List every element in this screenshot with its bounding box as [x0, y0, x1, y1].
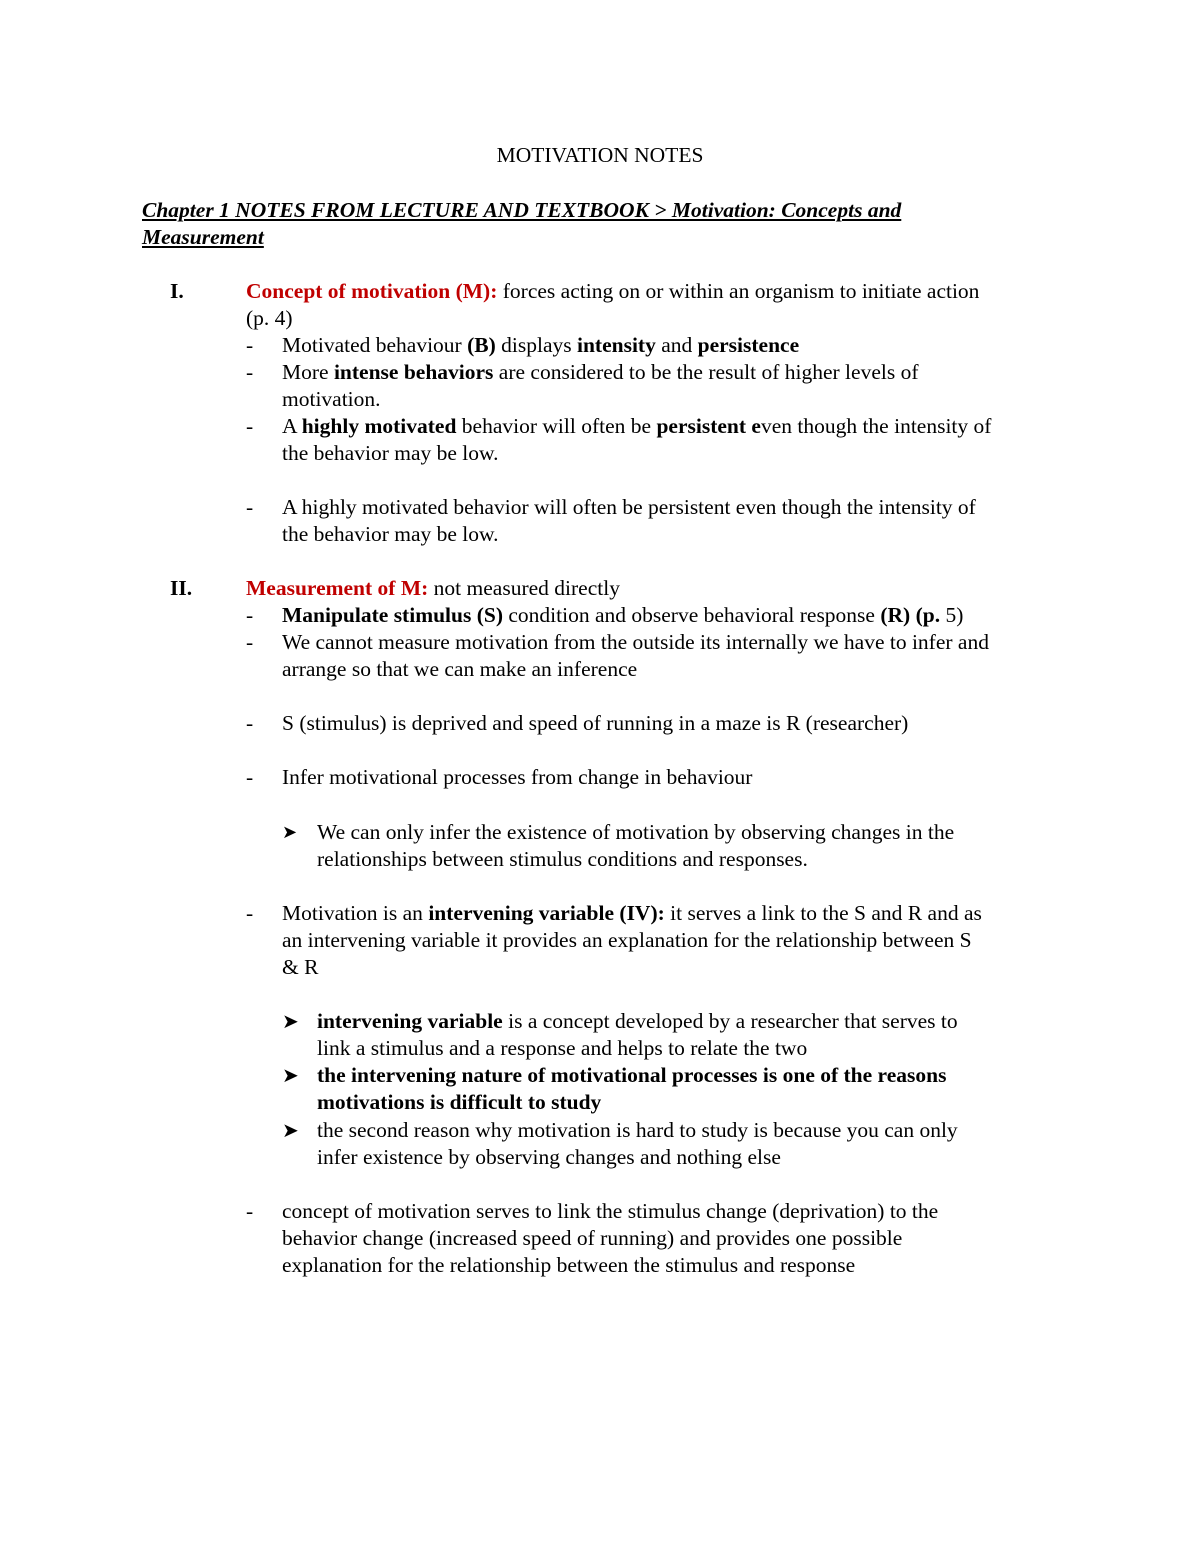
- text-run: ven though the intensity of: [760, 414, 992, 438]
- bullet-dash: -: [246, 711, 254, 735]
- bullet-dash: -: [246, 1199, 254, 1223]
- section-1-bullet-2-cont: motivation.: [282, 387, 381, 411]
- bullet-dash: -: [246, 765, 254, 789]
- arrow-bullet-icon: ➤: [282, 1063, 299, 1087]
- text-run-bold: Manipulate stimulus (S): [282, 603, 504, 627]
- section-1-heading-text-cont: (p. 4): [246, 306, 293, 330]
- text-run: Motivated behaviour: [282, 333, 468, 357]
- section-2-heading-label: Measurement of M:: [246, 576, 429, 600]
- text-run-bold: persistence: [697, 333, 800, 357]
- text-run: and: [655, 333, 698, 357]
- text-run: 5): [940, 603, 964, 627]
- bullet-dash: -: [246, 333, 254, 357]
- section-1-bullet-1: [282, 332, 799, 359]
- text-run-bold: intense behaviors: [333, 360, 494, 384]
- section-1-bullet-3-cont: the behavior may be low.: [282, 441, 499, 465]
- text-run-bold: intensity: [577, 333, 656, 357]
- section-2-sub-1-cont: relationships between stimulus conditions and responses.: [317, 847, 808, 871]
- bullet-dash: -: [246, 603, 254, 627]
- text-run-bold: highly motivated: [301, 414, 457, 438]
- section-2-bullet-4: Infer motivational processes from change in behaviour: [282, 765, 753, 789]
- text-run: A: [282, 414, 302, 438]
- arrow-bullet-icon: ➤: [282, 822, 298, 843]
- section-1-bullet-4: A highly motivated behavior will often be persistent even though the intensity of: [282, 495, 976, 519]
- section-1-bullet-2: [282, 359, 919, 386]
- bullet-dash: -: [246, 495, 254, 519]
- section-2-sub-2: [317, 1008, 958, 1035]
- bullet-dash: -: [246, 630, 254, 654]
- section-2-heading: [246, 575, 620, 602]
- bullet-dash: -: [246, 360, 254, 384]
- section-2-bullet-3: S (stimulus) is deprived and speed of running in a maze is R (researcher): [282, 711, 909, 735]
- bullet-dash: -: [246, 901, 254, 925]
- text-run-bold: persistent e: [656, 414, 761, 438]
- text-run: are considered to be the result of higher levels of: [493, 360, 919, 384]
- text-run: is a concept developed by a researcher that serves to: [502, 1009, 958, 1033]
- section-2-sub-4-cont: infer existence by observing changes and nothing else: [317, 1145, 781, 1169]
- text-run-bold: (B): [467, 333, 496, 357]
- section-2-sub-4: the second reason why motivation is hard to study is because you can only: [317, 1118, 958, 1142]
- section-2-bullet-5: [282, 900, 982, 927]
- text-run-bold: intervening variable: [317, 1009, 503, 1033]
- section-2-bullet-2: We cannot measure motivation from the outside its internally we have to infer and: [282, 630, 989, 654]
- section-1-bullet-4-cont: the behavior may be low.: [282, 522, 499, 546]
- section-2-bullet-2-cont: arrange so that we can make an inference: [282, 657, 638, 681]
- section-1-numeral: I.: [170, 279, 184, 303]
- bullet-dash: -: [246, 414, 254, 438]
- section-2-heading-text: not measured directly: [428, 576, 620, 600]
- text-run: behavior will often be: [456, 414, 657, 438]
- section-1-heading: [246, 278, 979, 305]
- section-2-sub-2-cont: link a stimulus and a response and helps to relate the two: [317, 1036, 808, 1060]
- arrow-bullet-icon: ➤: [282, 1118, 299, 1142]
- section-2-sub-3-cont: motivations is difficult to study: [317, 1090, 602, 1114]
- text-run: condition and observe behavioral response: [503, 603, 881, 627]
- section-2-bullet-5-cont2: & R: [282, 955, 319, 979]
- text-run: Motivation is an: [282, 901, 429, 925]
- text-run-bold: (R) (p.: [880, 603, 941, 627]
- section-2-numeral: II.: [170, 576, 193, 600]
- section-2-bullet-6-cont2: explanation for the relationship between the stimulus and response: [282, 1253, 856, 1277]
- text-run: it serves a link to the S and R and as: [664, 901, 982, 925]
- section-2-bullet-1: [282, 602, 963, 629]
- section-2-sub-3: the intervening nature of motivational processes is one of the reasons: [317, 1063, 947, 1087]
- text-run-bold: intervening variable (IV):: [428, 901, 665, 925]
- section-1-heading-label: Concept of motivation (M):: [246, 279, 498, 303]
- section-2-bullet-6-cont: behavior change (increased speed of running) and provides one possible: [282, 1226, 903, 1250]
- text-run: More: [282, 360, 334, 384]
- chapter-heading-line2: Measurement: [142, 225, 264, 249]
- text-run: displays: [495, 333, 577, 357]
- document-title: MOTIVATION NOTES: [496, 143, 704, 167]
- section-1-bullet-3: [282, 413, 991, 440]
- section-2-bullet-5-cont: an intervening variable it provides an explanation for the relationship between S: [282, 928, 972, 952]
- chapter-heading-line1: Chapter 1 NOTES FROM LECTURE AND TEXTBOOK > Motivation: Concepts and: [142, 198, 902, 222]
- section-2-bullet-6: concept of motivation serves to link the stimulus change (deprivation) to the: [282, 1199, 939, 1223]
- section-2-sub-1: We can only infer the existence of motivation by observing changes in the: [317, 820, 955, 844]
- section-1-heading-text: forces acting on or within an organism to initiate action: [497, 279, 980, 303]
- arrow-bullet-icon: ➤: [282, 1009, 299, 1033]
